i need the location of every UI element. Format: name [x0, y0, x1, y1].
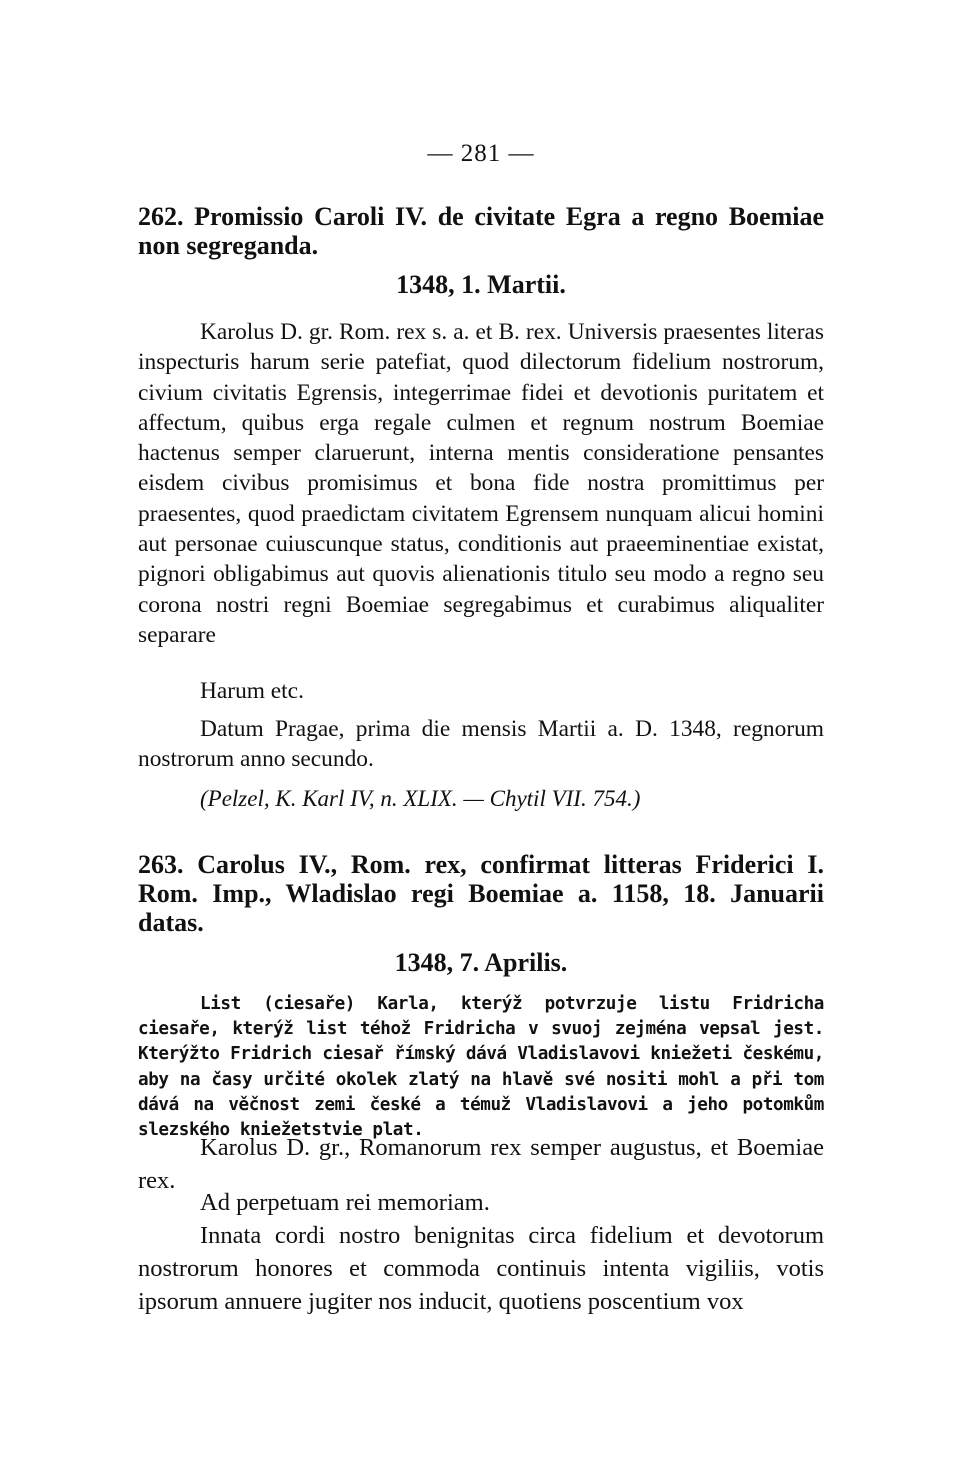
document-262-datum: Datum Pragae, prima die mensis Martii a. D. 1348, regnorum nostrorum anno secundo. — [138, 716, 824, 773]
document-263-date: 1348, 7. Aprilis. — [394, 948, 568, 977]
document-262-text: Karolus D. gr. Rom. rex s. a. et B. rex. Universis praesentes literas inspecturis harum serie patefiat, quod dilectorum fidelium nostrorum, civium civitatis Egrensis, integerrimae fidei et devotionis puritatem et affectum, quibus erga regale culmen et regnum nostrum Boemiae hactenus semper claruerunt, interna mentis consideratione pensantes eisdem civibus promisimus et bona fide nostra promittimus per praesentes, quod praedictam civitatem Egrensem nunquam alicui homini aut personae cuiuscunque status, conditionis aut praeeminentiae existat, pignori obligabimus aut quovis alienationis titulo seu modo a regno seu corona nostri regni Boemiae segregabimus et curabimus aliqualiter separare — [138, 319, 824, 648]
document-263-regest: List (ciesaře) Karla, kterýž potvrzuje listu Fridricha ciesaře, kterýž list téhož Fridricha v svuoj zejména vepsal jest. Kterýžto Fridrich ciesař římský dává Vladislavovi kniežeti českému, aby na časy určité okolek zlatý na hlavě své nositi mohl a při tom dává na věčnost zemi české a témuž Vladislavovi a jeho potomkům slezského kniežetstvie plat. — [138, 994, 824, 1141]
document-262-harum: Harum etc. — [200, 678, 304, 704]
document-263-heading: 263. Carolus IV., Rom. rex, confirmat litteras Friderici I. Rom. Imp., Wladislao regi Boemiae a. 1158, 18. Januarii datas. — [138, 850, 824, 937]
document-262-date: 1348, 1. Martii. — [396, 270, 566, 299]
document-262-heading: 262. Promissio Caroli IV. de civitate Egra a regno Boemiae non segreganda. — [138, 202, 824, 260]
document-263-intitulatio: Karolus D. gr., Romanorum rex semper augustus, et Boemiae rex. — [138, 1134, 824, 1194]
page-number: — 281 — — [427, 140, 535, 167]
document-263-inscriptio: Ad perpetuam rei memoriam. — [200, 1189, 490, 1216]
document-262-citation: (Pelzel, K. Karl IV, n. XLIX. — Chytil VII. 754.) — [200, 786, 641, 811]
document-263-arenga: Innata cordi nostro benignitas circa fidelium et devotorum nostrorum honores et commoda continuis intenta vigiliis, votis ipsorum annuere jugiter nos inducit, quotiens poscentium vox — [138, 1222, 824, 1315]
